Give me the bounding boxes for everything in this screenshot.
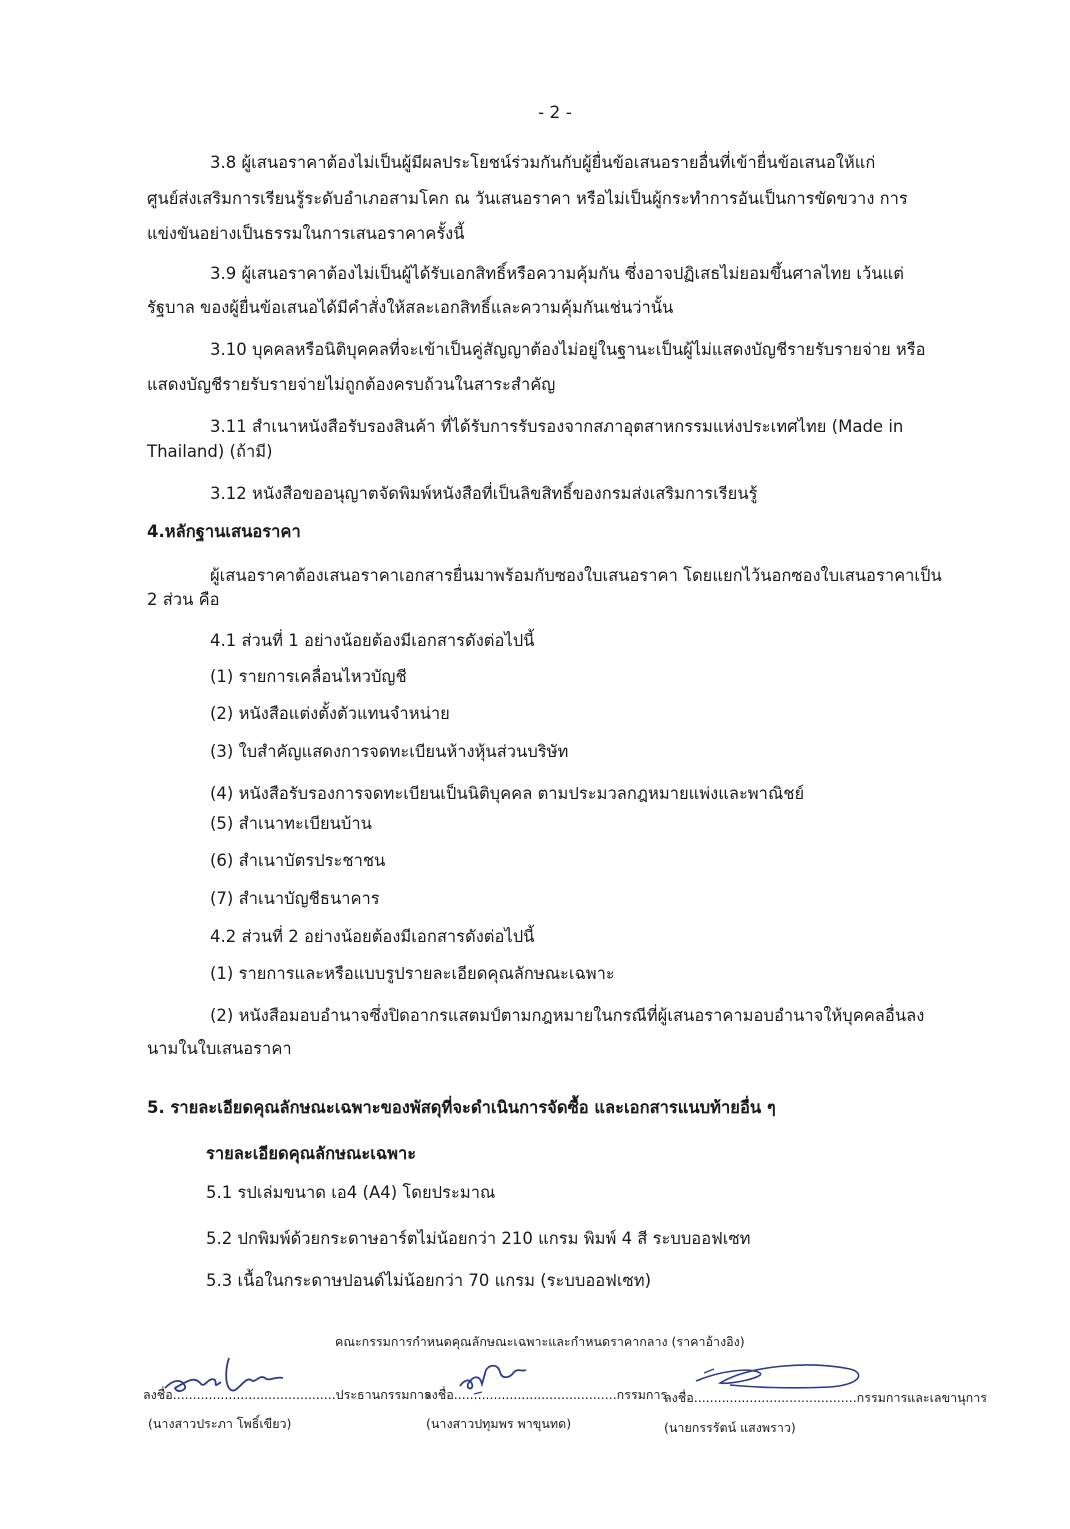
committee-title: คณะกรรมการกำหนดคุณลักษณะเฉพาะและกำหนดราคากลาง (ราคาอ้างอิง) — [335, 1334, 745, 1349]
list-item: (3) ใบสำคัญแสดงการจดทะเบียนห้างหุ้นส่วนบริษัท — [210, 742, 569, 761]
paragraph-3-9-line-1: 3.9 ผู้เสนอราคาต้องไม่เป็นผู้ได้รับเอกสิทธิ์หรือความคุ้มกัน ซึ่งอาจปฏิเสธไม่ยอมขึ้นศาลไทย เว้นแต่ — [210, 264, 904, 283]
section-5-heading: 5. รายละเอียดคุณลักษณะเฉพาะของพัสดุที่จะดำเนินการจัดซื้อ และเอกสารแนบท้ายอื่น ๆ — [147, 1098, 776, 1117]
section-4-intro-line-2: 2 ส่วน คือ — [147, 590, 220, 609]
list-item: (2) หนังสือแต่งตั้งตัวแทนจำหน่าย — [210, 704, 450, 723]
list-item: (1) รายการและหรือแบบรูปรายละเอียดคุณลักษณะเฉพาะ — [210, 964, 615, 983]
paragraph-3-8-line-2: ศูนย์ส่งเสริมการเรียนรู้ระดับอำเภอสามโคก ณ วันเสนอราคา หรือไม่เป็นผู้กระทำการอันเป็นการขัดขวาง การ — [147, 189, 908, 208]
list-item: 5.2 ปกพิมพ์ด้วยกระดาษอาร์ตไม่น้อยกว่า 210 แกรม พิมพ์ 4 สี ระบบออฟเซท — [206, 1229, 751, 1248]
paragraph-3-8-line-3: แข่งขันอย่างเป็นธรรมในการเสนอราคาครั้งนี้ — [147, 224, 465, 243]
paragraph-3-10-line-2: แสดงบัญชีรายรับรายจ่ายไม่ถูกต้องครบถ้วนในสาระสำคัญ — [147, 375, 556, 394]
paragraph-3-10-line-1: 3.10 บุคคลหรือนิติบุคคลที่จะเข้าเป็นคู่สัญญาต้องไม่อยู่ในฐานะเป็นผู้ไม่แสดงบัญชีรายรับรายจ่าย หรือ — [210, 340, 926, 359]
signer-3-sign-line: ลงชื่อ.........................................กรรมการและเลขานุการ — [664, 1390, 987, 1405]
list-item-continuation: นามในใบเสนอราคา — [147, 1039, 292, 1058]
signer-2-name: (นางสาวปทุมพร พาขุนทด) — [426, 1416, 572, 1431]
paragraph-3-9-line-2: รัฐบาล ของผู้ยื่นข้อเสนอได้มีคำสั่งให้สละเอกสิทธิ์และความคุ้มกันเช่นว่านั้น — [147, 298, 674, 317]
list-item: (2) หนังสือมอบอำนาจซึ่งปิดอากรแสตมป์ตามกฎหมายในกรณีที่ผู้เสนอราคามอบอำนาจให้บุคคลอื่นลง — [210, 1006, 925, 1025]
section-4-intro-line-1: ผู้เสนอราคาต้องเสนอราคาเอกสารยื่นมาพร้อมกับซองใบเสนอราคา โดยแยกไว้นอกซองใบเสนอราคาเป็น — [210, 566, 942, 585]
paragraph-3-8-line-1: 3.8 ผู้เสนอราคาต้องไม่เป็นผู้มีผลประโยชน์ร่วมกันกับผู้ยื่นข้อเสนอรายอื่นที่เข้ายื่นข้อเสนอให้แก่ — [210, 153, 876, 172]
signer-1-sign-line: ลงชื่อ.........................................ประธานกรรมการ — [143, 1387, 431, 1402]
list-item: 5.3 เนื้อในกระดาษปอนด์ไม่น้อยกว่า 70 แกรม (ระบบออฟเซท) — [206, 1271, 652, 1290]
section-4-1-heading: 4.1 ส่วนที่ 1 อย่างน้อยต้องมีเอกสารดังต่อไปนี้ — [210, 631, 535, 650]
signer-1-name: (นางสาวประภา โพธิ์เขียว) — [148, 1416, 292, 1431]
section-5-subheading: รายละเอียดคุณลักษณะเฉพาะ — [206, 1144, 417, 1163]
section-4-heading: 4.หลักฐานเสนอราคา — [147, 522, 301, 541]
section-4-2-heading: 4.2 ส่วนที่ 2 อย่างน้อยต้องมีเอกสารดังต่อไปนี้ — [210, 927, 535, 946]
page-number: - 2 - — [538, 103, 572, 123]
signer-2-sign-line: ลงชื่อ.........................................กรรมการ — [424, 1387, 668, 1402]
paragraph-3-11-line-2: Thailand) (ถ้ามี) — [147, 442, 273, 461]
paragraph-3-12: 3.12 หนังสือขออนุญาตจัดพิมพ์หนังสือที่เป็นลิขสิทธิ์ของกรมส่งเสริมการเรียนรู้ — [210, 484, 758, 503]
list-item: (5) สำเนาทะเบียนบ้าน — [210, 814, 372, 833]
paragraph-3-11-line-1: 3.11 สำเนาหนังสือรับรองสินค้า ที่ได้รับการรับรองจากสภาอุตสาหกรรมแห่งประเทศไทย (Made in — [210, 417, 904, 436]
list-item: (6) สำเนาบัตรประชาชน — [210, 851, 386, 870]
signer-3-name: (นายกรรรัตน์ แสงพราว) — [664, 1420, 796, 1435]
list-item: (7) สำเนาบัญชีธนาคาร — [210, 889, 380, 908]
list-item: 5.1 รปเล่มขนาด เอ4 (A4) โดยประมาณ — [206, 1183, 496, 1202]
list-item: (4) หนังสือรับรองการจดทะเบียนเป็นนิติบุคคล ตามประมวลกฎหมายแพ่งและพาณิชย์ — [210, 784, 805, 803]
list-item: (1) รายการเคลื่อนไหวบัญชี — [210, 667, 407, 686]
